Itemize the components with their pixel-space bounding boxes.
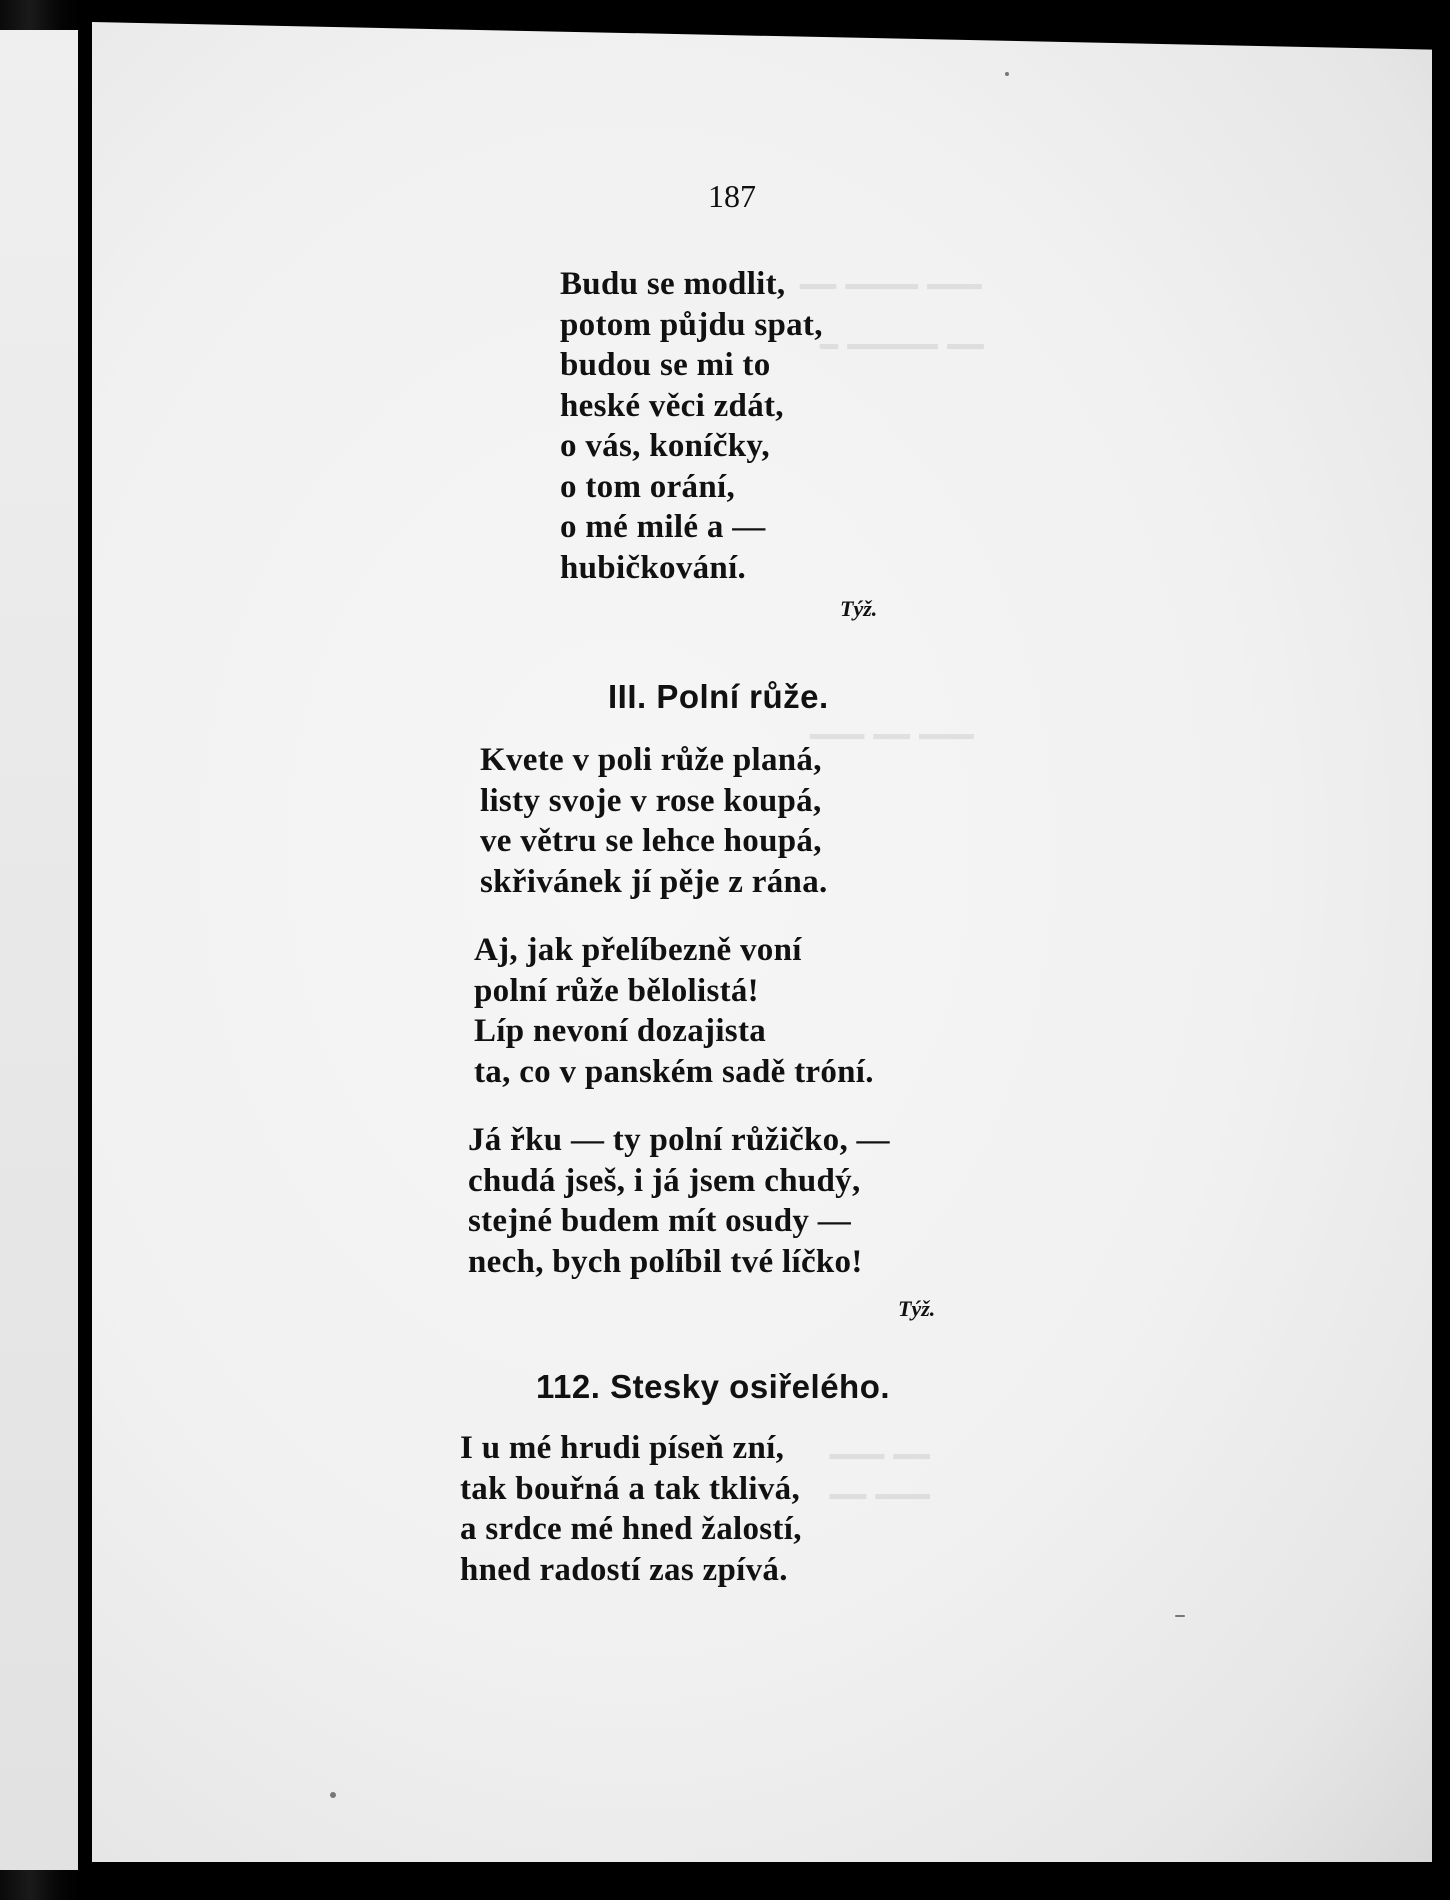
poem-stanza bbox=[468, 1120, 890, 1282]
poem-line: Budu se modlit, bbox=[560, 266, 786, 302]
poem-attribution: Týž. bbox=[898, 1296, 936, 1321]
show-through-texture: ━━ ━━━━━ ━ bbox=[820, 330, 984, 365]
show-through-texture: ━━━ ━━━━ ━━ bbox=[800, 270, 982, 305]
poem-line: potom půjdu spat, bbox=[560, 306, 823, 343]
poem-line: o tom orání, bbox=[560, 468, 735, 505]
poem-line: polní růže bělolistá! bbox=[474, 972, 759, 1009]
poem-attribution: Týž. bbox=[840, 596, 878, 621]
poem-stanza bbox=[560, 264, 823, 588]
binding-shadow bbox=[78, 20, 92, 1880]
poem-line: skřivánek jí pěje z rána. bbox=[480, 863, 828, 900]
poem-line: listy svoje v rose koupá, bbox=[480, 782, 822, 819]
poem-line: ve větru se lehce houpá, bbox=[480, 823, 822, 859]
page-number: 187 bbox=[708, 178, 756, 214]
dust-speck bbox=[1175, 1615, 1185, 1617]
poem-line: heské věci zdát, bbox=[560, 387, 784, 424]
poem-line: o vás, koníčky, bbox=[560, 428, 770, 464]
facing-page-edge bbox=[0, 30, 78, 1870]
poem-line: Kvete v poli růže planá, bbox=[480, 742, 822, 778]
poem-line: Já řku — ty polní růžičko, — bbox=[468, 1122, 890, 1158]
poem-line: Líp nevoní dozajista bbox=[474, 1013, 767, 1049]
poem-line: hned radostí zas zpívá. bbox=[460, 1551, 788, 1588]
scan-bottom-border bbox=[92, 1862, 1450, 1900]
poem-line: tak bouřná a tak tklivá, bbox=[460, 1470, 801, 1507]
show-through-texture: ━━━ ━━ bbox=[830, 1480, 930, 1515]
poem-stanza bbox=[474, 930, 874, 1092]
poem-stanza bbox=[460, 1428, 802, 1590]
dust-speck bbox=[330, 1792, 336, 1798]
poem-stanza bbox=[480, 740, 828, 902]
poem-line: ta, co v panském sadě tróní. bbox=[474, 1053, 874, 1090]
poem-line: a srdce mé hned žalostí, bbox=[460, 1511, 802, 1547]
poem-line: I u mé hrudi píseň zní, bbox=[460, 1430, 785, 1466]
poem-line: budou se mi to bbox=[560, 347, 771, 383]
section-heading: III. Polní růže. bbox=[608, 678, 829, 715]
poem-line: nech, bych políbil tvé líčko! bbox=[468, 1243, 863, 1280]
dust-speck bbox=[1005, 72, 1009, 76]
poem-line: o mé milé a — bbox=[560, 509, 766, 545]
section-heading: 112. Stesky osiřelého. bbox=[536, 1368, 891, 1405]
poem-line: chudá jseš, i já jsem chudý, bbox=[468, 1162, 861, 1199]
poem-line: hubičkování. bbox=[560, 549, 747, 586]
show-through-texture: ━━━ ━━ ━━━ bbox=[810, 720, 974, 755]
show-through-texture: ━━ ━━━ bbox=[830, 1440, 930, 1475]
poem-line: stejné budem mít osudy — bbox=[468, 1203, 852, 1239]
poem-line: Aj, jak přelíbezně voní bbox=[474, 932, 802, 968]
